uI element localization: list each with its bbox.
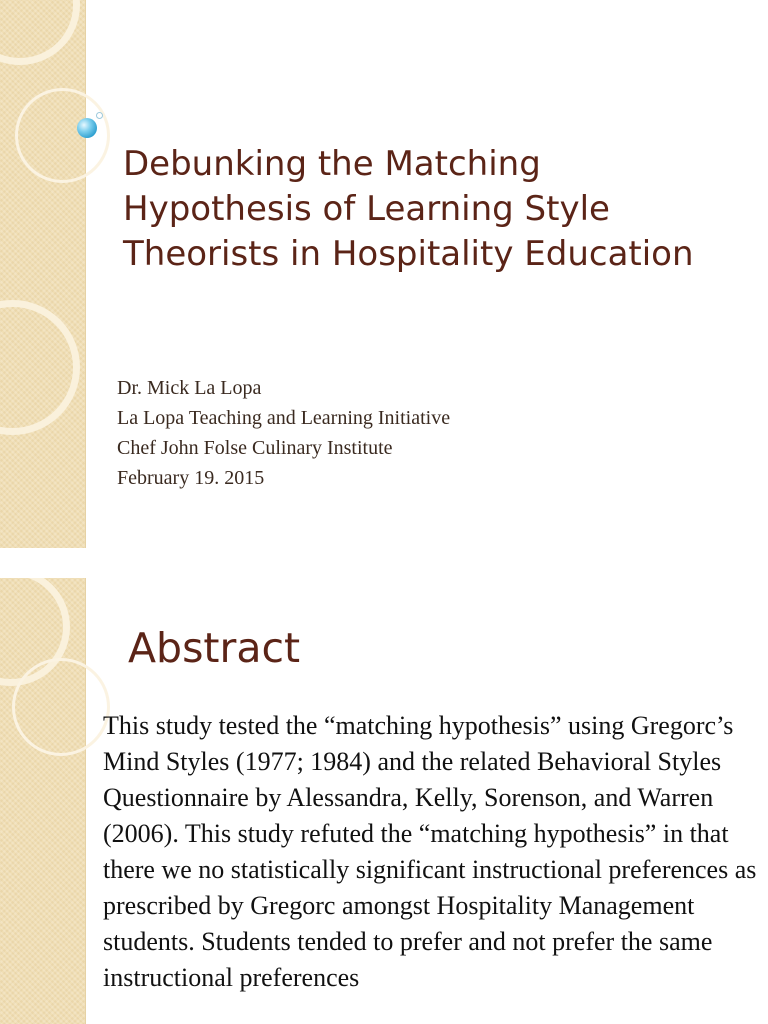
decorative-side-strip [0,578,86,1024]
ring-ornament-icon [0,300,80,435]
slide-gap [0,548,768,578]
date-line: February 19. 2015 [117,467,265,489]
ring-ornament-icon [12,658,110,756]
slide-title: Debunking the Matching Hypothesis of Learning Style Theorists in Hospitality Education [123,144,694,274]
decorative-side-strip [0,0,86,548]
slide-heading: Abstract [128,624,301,672]
ring-ornament-icon [15,88,110,183]
author-line: Dr. Mick La Lopa [117,377,262,399]
organization-line: La Lopa Teaching and Learning Initiative [117,407,451,429]
institute-line: Chef John Folse Culinary Institute [117,437,393,459]
small-bead-icon [96,112,103,119]
abstract-text: This study tested the “matching hypothesis” using Gregorc’s Mind Styles (1977; 1984) and the related Behavioral Styles Questionnaire by Alessandra, Kelly, Sorenson, and Warren (2006). This study refuted the “matching hypothesis” in that there we no statistically significant instructional preferences as prescribed by Gregorc amongst Hospitality Management students. Students tended to prefer and not prefer the same instructional preferences [103,711,757,992]
abstract-slide [0,578,768,1024]
slide-subtitle [117,373,677,493]
blue-bead-icon [77,118,97,138]
ring-ornament-icon [0,0,80,65]
